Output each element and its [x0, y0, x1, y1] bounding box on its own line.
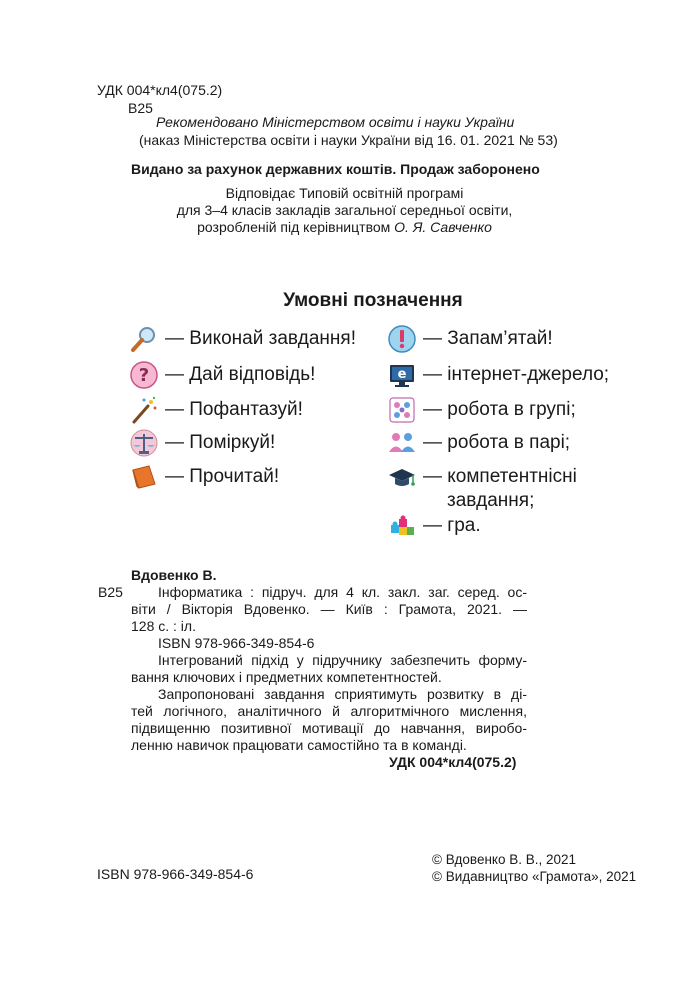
legend-item-think — [129, 428, 275, 458]
catalog-author: Вдовенко В. — [131, 567, 217, 583]
legend-item-internet — [387, 360, 609, 390]
legend-item-read — [129, 462, 279, 492]
graduation-cap-icon — [387, 462, 417, 492]
svg-text:e: e — [397, 367, 407, 382]
catalog-udk: УДК 004*кл4(075.2) — [389, 754, 517, 770]
legend-label-line-1: — компетентнісні — [423, 466, 577, 487]
program-line-2: для 3–4 класів закладів загальної середньої освіти, — [176, 202, 513, 218]
catalog-p2-line-2: тей логічного, аналітичного й алгоритмічного мислення, — [131, 703, 527, 719]
book-icon — [129, 462, 159, 492]
internet-icon — [387, 360, 417, 390]
funding-note: Видано за рахунок державних коштів. Продаж заборонено — [131, 161, 540, 177]
magnifier-icon — [129, 324, 159, 354]
program-line-3 — [0, 218, 689, 236]
ministry-order: (наказ Міністерства освіти і науки України від 16. 01. 2021 № 53) — [139, 132, 558, 148]
legend-item-pair-work — [387, 428, 570, 458]
legend-item-group-work — [387, 395, 576, 425]
legend-item-answer — [129, 360, 315, 390]
legend-label: — інтернет-джерело; — [423, 364, 610, 385]
recommendation-text: Рекомендовано Міністерством освіти і науки України — [156, 114, 515, 130]
legend-item-remember — [387, 324, 553, 354]
author-code: В25 — [128, 100, 153, 116]
legend-label: — робота в групі; — [423, 399, 576, 420]
legend-item-do-task — [129, 324, 356, 354]
puzzle-icon — [387, 511, 417, 541]
catalog-isbn: ISBN 978-966-349-854-6 — [158, 635, 315, 651]
svg-text:?: ? — [138, 365, 150, 386]
program-line-1: Відповідає Типовій освітній програмі — [225, 185, 464, 201]
legend-label-line-2: завдання; — [447, 490, 535, 511]
legend-label: — Дай відповідь! — [165, 364, 316, 385]
magic-wand-icon — [129, 395, 159, 425]
copyright-publisher: © Видавництво «Грамота», 2021 — [432, 869, 637, 884]
catalog-p1-line-2: вання ключових і предметних компетентностей. — [131, 669, 442, 685]
legend-item-imagine — [129, 395, 303, 425]
catalog-p2-line-4: ленню навичок працювати самостійно та в команді. — [131, 737, 467, 753]
legend-item-game — [387, 511, 481, 541]
legend-label: — робота в парі; — [423, 432, 571, 453]
exclamation-icon — [387, 324, 417, 354]
catalog-line-2: віти / Вікторія Вдовенко. — Київ : Грамота, 2021. — — [131, 601, 527, 617]
legend-label — [423, 465, 577, 513]
catalog-p2-line-1: Запропоновані завдання сприятимуть розвитку в ді- — [158, 686, 527, 702]
catalog-p1-line-1: Інтегрований підхід у підручнику забезпечить форму- — [158, 652, 527, 668]
legend-label: — Поміркуй! — [165, 432, 276, 453]
catalog-line-1: Інформатика : підруч. для 4 кл. закл. заг. серед. ос- — [158, 584, 527, 600]
question-icon — [129, 360, 159, 390]
catalog-p2-line-3: підвищенню позитивної мотивації до навчання, виробо- — [131, 720, 527, 736]
udk-code: УДК 004*кл4(075.2) — [97, 82, 223, 98]
program-line-3-prefix: розробленій під керівництвом — [197, 219, 395, 235]
catalog-line-3: 128 с. : іл. — [131, 618, 196, 634]
group-icon — [387, 395, 417, 425]
legend-title: Умовні позначення — [283, 290, 463, 311]
scales-icon — [129, 428, 159, 458]
legend-label: — Пофантазуй! — [165, 399, 303, 420]
footer-isbn: ISBN 978-966-349-854-6 — [97, 866, 254, 882]
legend-item-competence — [387, 462, 577, 513]
legend-label: — Прочитай! — [165, 466, 280, 487]
catalog-code: В25 — [98, 584, 123, 600]
legend-label: — Виконай завдання! — [165, 328, 356, 349]
legend-label: — гра. — [423, 515, 481, 536]
pair-icon — [387, 428, 417, 458]
program-supervisor: О. Я. Савченко — [394, 219, 492, 235]
copyright-author: © Вдовенко В. В., 2021 — [432, 852, 577, 867]
legend-label: — Запам’ятай! — [423, 328, 553, 349]
